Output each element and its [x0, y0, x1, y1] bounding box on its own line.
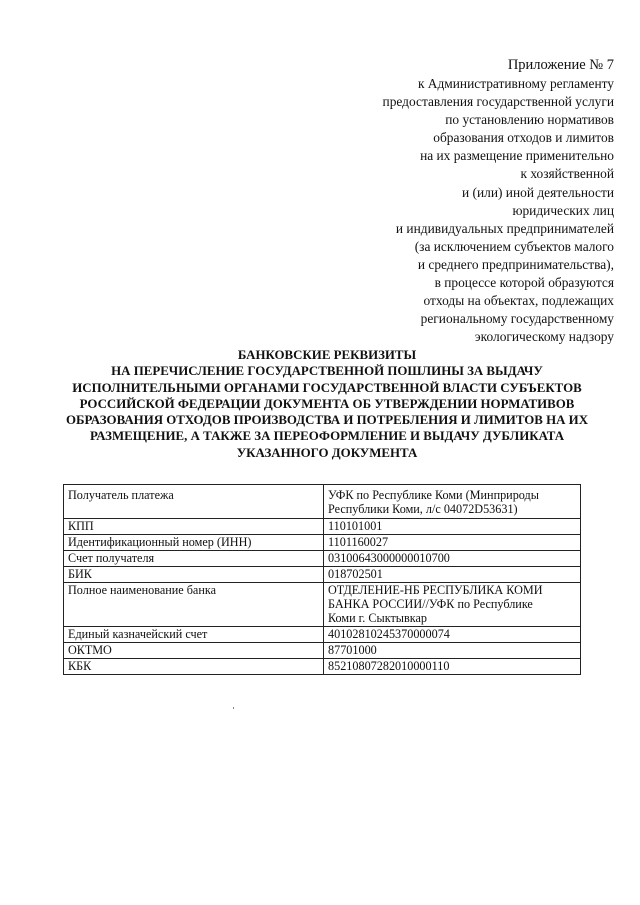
value-line: УФК по Республике Коми (Минприроды: [328, 488, 539, 502]
row-value: 03100643000000010700: [324, 551, 581, 567]
value-line: БАНКА РОССИИ//УФК по Республике: [328, 597, 533, 611]
row-label: Получатель платежа: [64, 485, 324, 519]
appendix-line: к хозяйственной: [520, 166, 614, 182]
appendix-line: в процессе которой образуются: [434, 275, 614, 291]
bank-requisites-table: [63, 484, 581, 675]
row-label: Полное наименование банка: [64, 583, 324, 627]
document-title: [60, 347, 594, 461]
row-label: Единый казначейский счет: [64, 627, 324, 643]
table-row: [64, 551, 581, 567]
row-value: 018702501: [324, 567, 581, 583]
appendix-line: на их размещение применительно: [420, 148, 614, 164]
appendix-line: и (или) иной деятельности: [462, 184, 614, 200]
appendix-line: по установлению нормативов: [445, 112, 614, 128]
table-row: [64, 659, 581, 675]
value-line: Коми г. Сыктывкар: [328, 611, 427, 625]
row-value: 85210807282010000110: [324, 659, 581, 675]
appendix-line: отходы на объектах, подлежащих: [423, 293, 614, 309]
table-row: [64, 567, 581, 583]
appendix-line: к Административному регламенту: [417, 76, 614, 91]
appendix-line: и индивидуальных предпринимателей: [395, 220, 614, 236]
appendix-line: экологическому надзору: [474, 329, 614, 345]
table-row: [64, 535, 581, 551]
title-line: НА ПЕРЕЧИСЛЕНИЕ ГОСУДАРСТВЕННОЙ ПОШЛИНЫ ЗА ВЫДАЧУ: [111, 364, 543, 379]
appendix-line: юридических лиц: [512, 202, 614, 218]
row-label: Счет получателя: [64, 551, 324, 567]
row-value: [324, 583, 581, 627]
table-row: [64, 583, 581, 627]
appendix-line: (за исключением субъектов малого: [414, 238, 614, 254]
row-value: 1101160027: [324, 535, 581, 551]
table-row: [64, 485, 581, 519]
title-line: УКАЗАННОГО ДОКУМЕНТА: [236, 445, 418, 460]
row-value: 87701000: [324, 643, 581, 659]
appendix-header: [284, 55, 614, 346]
appendix-line: предоставления государственной услуги: [382, 94, 614, 110]
appendix-line: региональному государственному: [420, 311, 614, 327]
title-line: ИСПОЛНИТЕЛЬНЫМИ ОРГАНАМИ ГОСУДАРСТВЕННОЙ ВЛАСТИ СУБЪЕКТОВ: [72, 380, 582, 395]
appendix-line: образования отходов и лимитов: [433, 130, 614, 146]
row-label: БИК: [64, 567, 324, 583]
value-line: ОТДЕЛЕНИЕ-НБ РЕСПУБЛИКА КОМИ: [328, 583, 543, 597]
appendix-line: Приложение № 7: [507, 57, 614, 73]
title-line: ОБРАЗОВАНИЯ ОТХОДОВ ПРОИЗВОДСТВА И ПОТРЕБЛЕНИЯ И ЛИМИТОВ НА ИХ: [65, 413, 589, 428]
row-value: 40102810245370000074: [324, 627, 581, 643]
table-row: [64, 519, 581, 535]
row-label: ОКТМО: [64, 643, 324, 659]
row-label: КПП: [64, 519, 324, 535]
title-line: РОССИЙСКОЙ ФЕДЕРАЦИИ ДОКУМЕНТА ОБ УТВЕРЖДЕНИИ НОРМАТИВОВ: [79, 396, 575, 411]
appendix-line: и среднего предпринимательства),: [417, 256, 614, 272]
row-label: КБК: [64, 659, 324, 675]
row-value: [324, 485, 581, 519]
row-label: Идентификационный номер (ИНН): [64, 535, 324, 551]
title-line: РАЗМЕЩЕНИЕ, А ТАКЖЕ ЗА ПЕРЕОФОРМЛЕНИЕ И ВЫДАЧУ ДУБЛИКАТА: [89, 429, 565, 444]
table-row: [64, 627, 581, 643]
row-value: 110101001: [324, 519, 581, 535]
value-line: Республики Коми, л/с 04072D53631): [328, 502, 518, 516]
table-row: [64, 643, 581, 659]
scan-speck: [233, 707, 234, 709]
title-line: БАНКОВСКИЕ РЕКВИЗИТЫ: [237, 348, 417, 362]
